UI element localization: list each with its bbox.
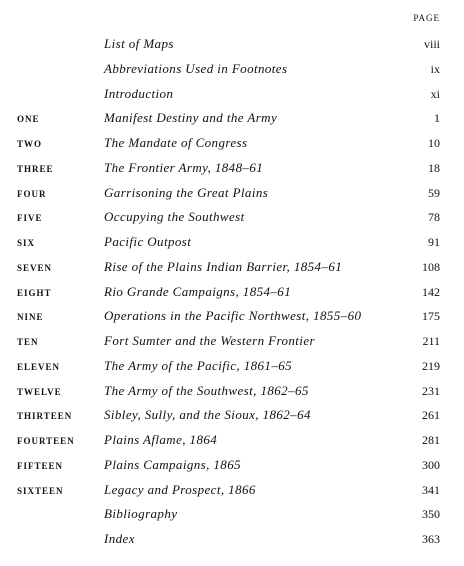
chapter-number: EIGHT bbox=[17, 287, 52, 298]
chapter-title: Occupying the Southwest bbox=[104, 209, 245, 225]
page-number: xi bbox=[430, 86, 440, 101]
page-number: 211 bbox=[422, 334, 440, 348]
toc-row bbox=[0, 36, 464, 56]
chapter-title: The Army of the Pacific, 1861–65 bbox=[104, 357, 293, 373]
page-number: 18 bbox=[428, 160, 440, 175]
chapter-number: TEN bbox=[17, 337, 39, 347]
page-number: viii bbox=[423, 37, 440, 51]
chapter-title: Sibley, Sully, and the Sioux, 1862–64 bbox=[104, 407, 311, 423]
toc-row bbox=[0, 482, 464, 502]
page-number: 10 bbox=[428, 136, 440, 150]
chapter-number: NINE bbox=[17, 312, 44, 323]
chapter-title: Abbreviations Used in Footnotes bbox=[104, 60, 288, 76]
toc-row bbox=[0, 457, 464, 477]
toc-row bbox=[0, 110, 464, 130]
toc-row bbox=[0, 308, 464, 328]
toc-row bbox=[0, 506, 464, 526]
chapter-number: THIRTEEN bbox=[17, 411, 73, 422]
toc-row bbox=[0, 234, 464, 254]
toc-row bbox=[0, 333, 464, 353]
chapter-number: FIVE bbox=[17, 213, 43, 224]
chapter-number: SEVEN bbox=[17, 262, 53, 273]
toc-row bbox=[0, 383, 464, 403]
chapter-title: Index bbox=[104, 531, 135, 546]
page-column-header: PAGE bbox=[413, 13, 440, 23]
toc-row bbox=[0, 358, 464, 378]
page-number: 350 bbox=[422, 507, 440, 522]
chapter-title: The Army of the Southwest, 1862–65 bbox=[104, 382, 309, 398]
page-number: 175 bbox=[422, 309, 440, 324]
toc-row bbox=[0, 284, 464, 304]
page-number: 108 bbox=[422, 259, 440, 274]
chapter-number: THREE bbox=[17, 163, 54, 174]
chapter-title: Legacy and Prospect, 1866 bbox=[104, 481, 256, 497]
page-number: 261 bbox=[422, 408, 440, 423]
page-number: 300 bbox=[422, 457, 440, 472]
chapter-number: FOURTEEN bbox=[17, 436, 75, 446]
page-number: 78 bbox=[428, 210, 440, 225]
chapter-title: List of Maps bbox=[104, 36, 174, 51]
page-number: 281 bbox=[422, 433, 440, 447]
page-number: 91 bbox=[428, 235, 440, 249]
toc-row bbox=[0, 135, 464, 155]
page-number: 59 bbox=[428, 185, 440, 200]
chapter-number: ONE bbox=[17, 114, 40, 125]
chapter-title: Pacific Outpost bbox=[104, 234, 192, 249]
chapter-number: SIX bbox=[17, 238, 36, 248]
toc-row bbox=[0, 407, 464, 427]
chapter-title: Operations in the Pacific Northwest, 1855–60 bbox=[104, 308, 362, 324]
chapter-number: SIXTEEN bbox=[17, 485, 64, 496]
toc-row bbox=[0, 432, 464, 452]
toc-row bbox=[0, 531, 464, 551]
chapter-title: Rise of the Plains Indian Barrier, 1854–61 bbox=[104, 258, 343, 274]
chapter-title: The Frontier Army, 1848–61 bbox=[104, 159, 264, 175]
toc-row bbox=[0, 61, 464, 81]
chapter-number: ELEVEN bbox=[17, 361, 61, 372]
toc-row bbox=[0, 209, 464, 229]
toc-row bbox=[0, 185, 464, 205]
chapter-title: Rio Grande Campaigns, 1854–61 bbox=[104, 283, 292, 299]
chapter-title: Fort Sumter and the Western Frontier bbox=[104, 333, 315, 348]
page-number: 219 bbox=[422, 358, 440, 373]
page-number: 231 bbox=[422, 383, 440, 398]
chapter-title: The Mandate of Congress bbox=[104, 135, 248, 150]
page-number: ix bbox=[430, 61, 440, 76]
page-number: 341 bbox=[422, 482, 440, 497]
toc-row bbox=[0, 259, 464, 279]
chapter-title: Manifest Destiny and the Army bbox=[104, 110, 278, 126]
chapter-title: Plains Campaigns, 1865 bbox=[104, 456, 242, 472]
chapter-number: TWO bbox=[17, 139, 43, 149]
toc-row bbox=[0, 160, 464, 180]
page-number: 142 bbox=[422, 284, 440, 299]
chapter-title: Bibliography bbox=[104, 506, 178, 522]
chapter-title: Garrisoning the Great Plains bbox=[104, 184, 269, 200]
chapter-number: FOUR bbox=[17, 188, 47, 199]
chapter-number: TWELVE bbox=[17, 386, 62, 397]
page-number: 1 bbox=[434, 111, 440, 126]
page-number: 363 bbox=[422, 532, 440, 546]
chapter-title: Plains Aflame, 1864 bbox=[104, 432, 218, 447]
chapter-title: Introduction bbox=[104, 85, 174, 101]
toc-row bbox=[0, 86, 464, 106]
chapter-number: FIFTEEN bbox=[17, 460, 64, 471]
